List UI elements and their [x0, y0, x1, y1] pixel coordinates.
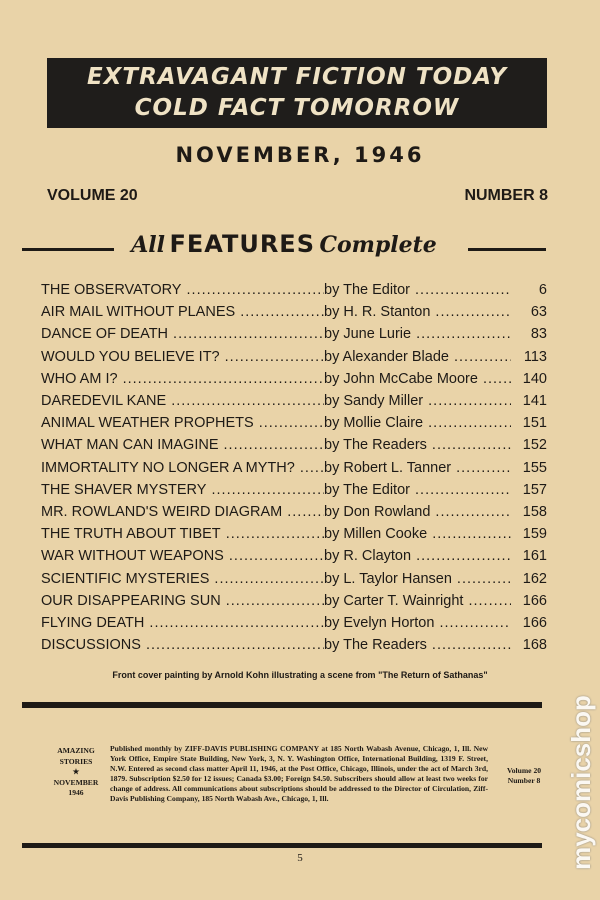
toc-title: FLYING DEATH .....: [41, 615, 324, 631]
table-of-contents: [41, 279, 547, 656]
toc-author: by Don Rowland .....: [324, 504, 511, 520]
toc-title: THE SHAVER MYSTERY .....: [41, 482, 324, 498]
toc-author: by Robert L. Tanner .....: [324, 460, 511, 476]
toc-title: ANIMAL WEATHER PROPHETS .....: [41, 415, 324, 431]
heading-all: All: [131, 232, 165, 258]
toc-title: WOULD YOU BELIEVE IT? .....: [41, 349, 324, 365]
footer-masthead-line: AMAZING: [57, 746, 95, 755]
toc-author: by Carter T. Wainright .....: [324, 593, 511, 609]
number-label: NUMBER 8: [464, 187, 548, 204]
toc-page: 141: [522, 393, 547, 410]
toc-author: by The Readers .....: [324, 637, 511, 653]
toc-title: DAREDEVIL KANE .....: [41, 393, 324, 409]
footer-masthead-line: STORIES: [59, 756, 93, 766]
bottom-rule: [22, 843, 542, 848]
toc-entry: [41, 434, 547, 456]
toc-page: 151: [522, 415, 547, 432]
footer-masthead: [52, 746, 100, 799]
toc-author: by Mollie Claire .....: [324, 415, 511, 431]
heading-complete: Complete: [319, 232, 437, 258]
toc-entry: [41, 279, 547, 301]
footer-masthead-line: 1946: [68, 788, 84, 797]
toc-entry: [41, 368, 547, 390]
toc-title: SCIENTIFIC MYSTERIES .....: [41, 571, 324, 587]
cover-credit: Front cover painting by Arnold Kohn illustrating a scene from "The Return of Sathanas": [112, 670, 488, 680]
slogan-banner: [47, 58, 547, 128]
toc-title: WHAT MAN CAN IMAGINE .....: [41, 437, 324, 453]
footer-masthead-line: NOVEMBER: [53, 777, 99, 787]
toc-page: 83: [530, 326, 547, 343]
watermark-text: mycomicshop: [565, 695, 596, 870]
toc-entry: [41, 590, 547, 612]
volume-label: VOLUME 20: [47, 187, 138, 204]
toc-author: by R. Clayton .....: [324, 548, 511, 564]
page-number: 5: [297, 852, 303, 864]
publisher-notice: Published monthly by ZIFF-DAVIS PUBLISHING COMPANY at 185 North Wabash Avenue, Chicago, 1, Ill. New York Office, Empire State Building, New York, 3, N. Y. Washington Office, International Building, 1319 F. Street, N.W. Entered as second class matter April 11, 1946, at the Post Office, Chicago, Illinois, under the act of March 3rd, 1879. Subscription $2.50 for 12 issues; Canada $3.00; Foreign $4.50. Subscribers should allow at least two weeks for change of address. All communications about subscriptions should be addressed to the Director of Circulation, Ziff-Davis Publishing Company, 185 North Wabash Ave., Chicago, 1, Ill.: [110, 744, 488, 803]
toc-title: AIR MAIL WITHOUT PLANES .....: [41, 304, 324, 320]
toc-author: by The Editor .....: [324, 482, 511, 498]
toc-entry: [41, 346, 547, 368]
toc-page: 63: [530, 304, 547, 321]
footer-volume-number: [502, 766, 546, 786]
toc-entry: [41, 323, 547, 345]
toc-author: by June Lurie .....: [324, 326, 511, 342]
toc-author: by Evelyn Horton .....: [324, 615, 511, 631]
toc-author: by John McCabe Moore .....: [324, 371, 511, 387]
toc-entry: [41, 501, 547, 523]
toc-title: WAR WITHOUT WEAPONS .....: [41, 548, 324, 564]
toc-entry: [41, 301, 547, 323]
toc-page: 6: [538, 282, 547, 299]
toc-page: 157: [522, 481, 547, 498]
slogan-line-1: EXTRAVAGANT FICTION TODAY: [86, 64, 508, 90]
issue-date: NOVEMBER, 1946: [175, 143, 425, 167]
divider-rule: [22, 702, 542, 708]
toc-page: 155: [522, 459, 547, 476]
toc-title: MR. ROWLAND'S WEIRD DIAGRAM .....: [41, 504, 324, 520]
toc-title: OUR DISAPPEARING SUN .....: [41, 593, 324, 609]
toc-entry: [41, 567, 547, 589]
toc-page: 152: [522, 437, 547, 454]
toc-page: 159: [522, 526, 547, 543]
toc-author: by Sandy Miller .....: [324, 393, 511, 409]
toc-author: by Millen Cooke .....: [324, 526, 511, 542]
toc-author: by H. R. Stanton .....: [324, 304, 511, 320]
toc-title: DANCE OF DEATH .....: [41, 326, 324, 342]
toc-entry: [41, 390, 547, 412]
toc-title: DISCUSSIONS .....: [41, 637, 324, 653]
toc-author: by The Editor .....: [324, 282, 511, 298]
toc-author: by Alexander Blade .....: [324, 349, 511, 365]
features-heading: [22, 228, 546, 264]
toc-page: 140: [522, 370, 547, 387]
toc-entry: [41, 523, 547, 545]
toc-author: by The Readers .....: [324, 437, 511, 453]
star-icon: ★: [72, 767, 80, 776]
footer-number: Number 8: [507, 776, 541, 785]
toc-entry: [41, 545, 547, 567]
toc-page: 158: [522, 503, 547, 520]
toc-entry: [41, 457, 547, 479]
toc-entry: [41, 412, 547, 434]
watermark: [566, 675, 596, 890]
toc-title: THE TRUTH ABOUT TIBET .....: [41, 526, 324, 542]
toc-entry: [41, 612, 547, 634]
heading-features: FEATURES: [169, 230, 315, 258]
toc-page: 166: [522, 592, 547, 609]
toc-title: WHO AM I? .....: [41, 371, 324, 387]
toc-page: 161: [522, 548, 547, 565]
footer-volume: Volume 20: [506, 766, 542, 775]
slogan-line-2: COLD FACT TOMORROW: [134, 95, 460, 121]
toc-page: 168: [522, 637, 547, 654]
toc-title: THE OBSERVATORY .....: [41, 282, 324, 298]
toc-entry: [41, 479, 547, 501]
toc-page: 113: [523, 348, 547, 365]
toc-entry: [41, 634, 547, 656]
toc-page: 162: [522, 570, 547, 587]
toc-title: IMMORTALITY NO LONGER A MYTH? .....: [41, 460, 324, 476]
toc-author: by L. Taylor Hansen .....: [324, 571, 511, 587]
toc-page: 166: [522, 614, 547, 631]
